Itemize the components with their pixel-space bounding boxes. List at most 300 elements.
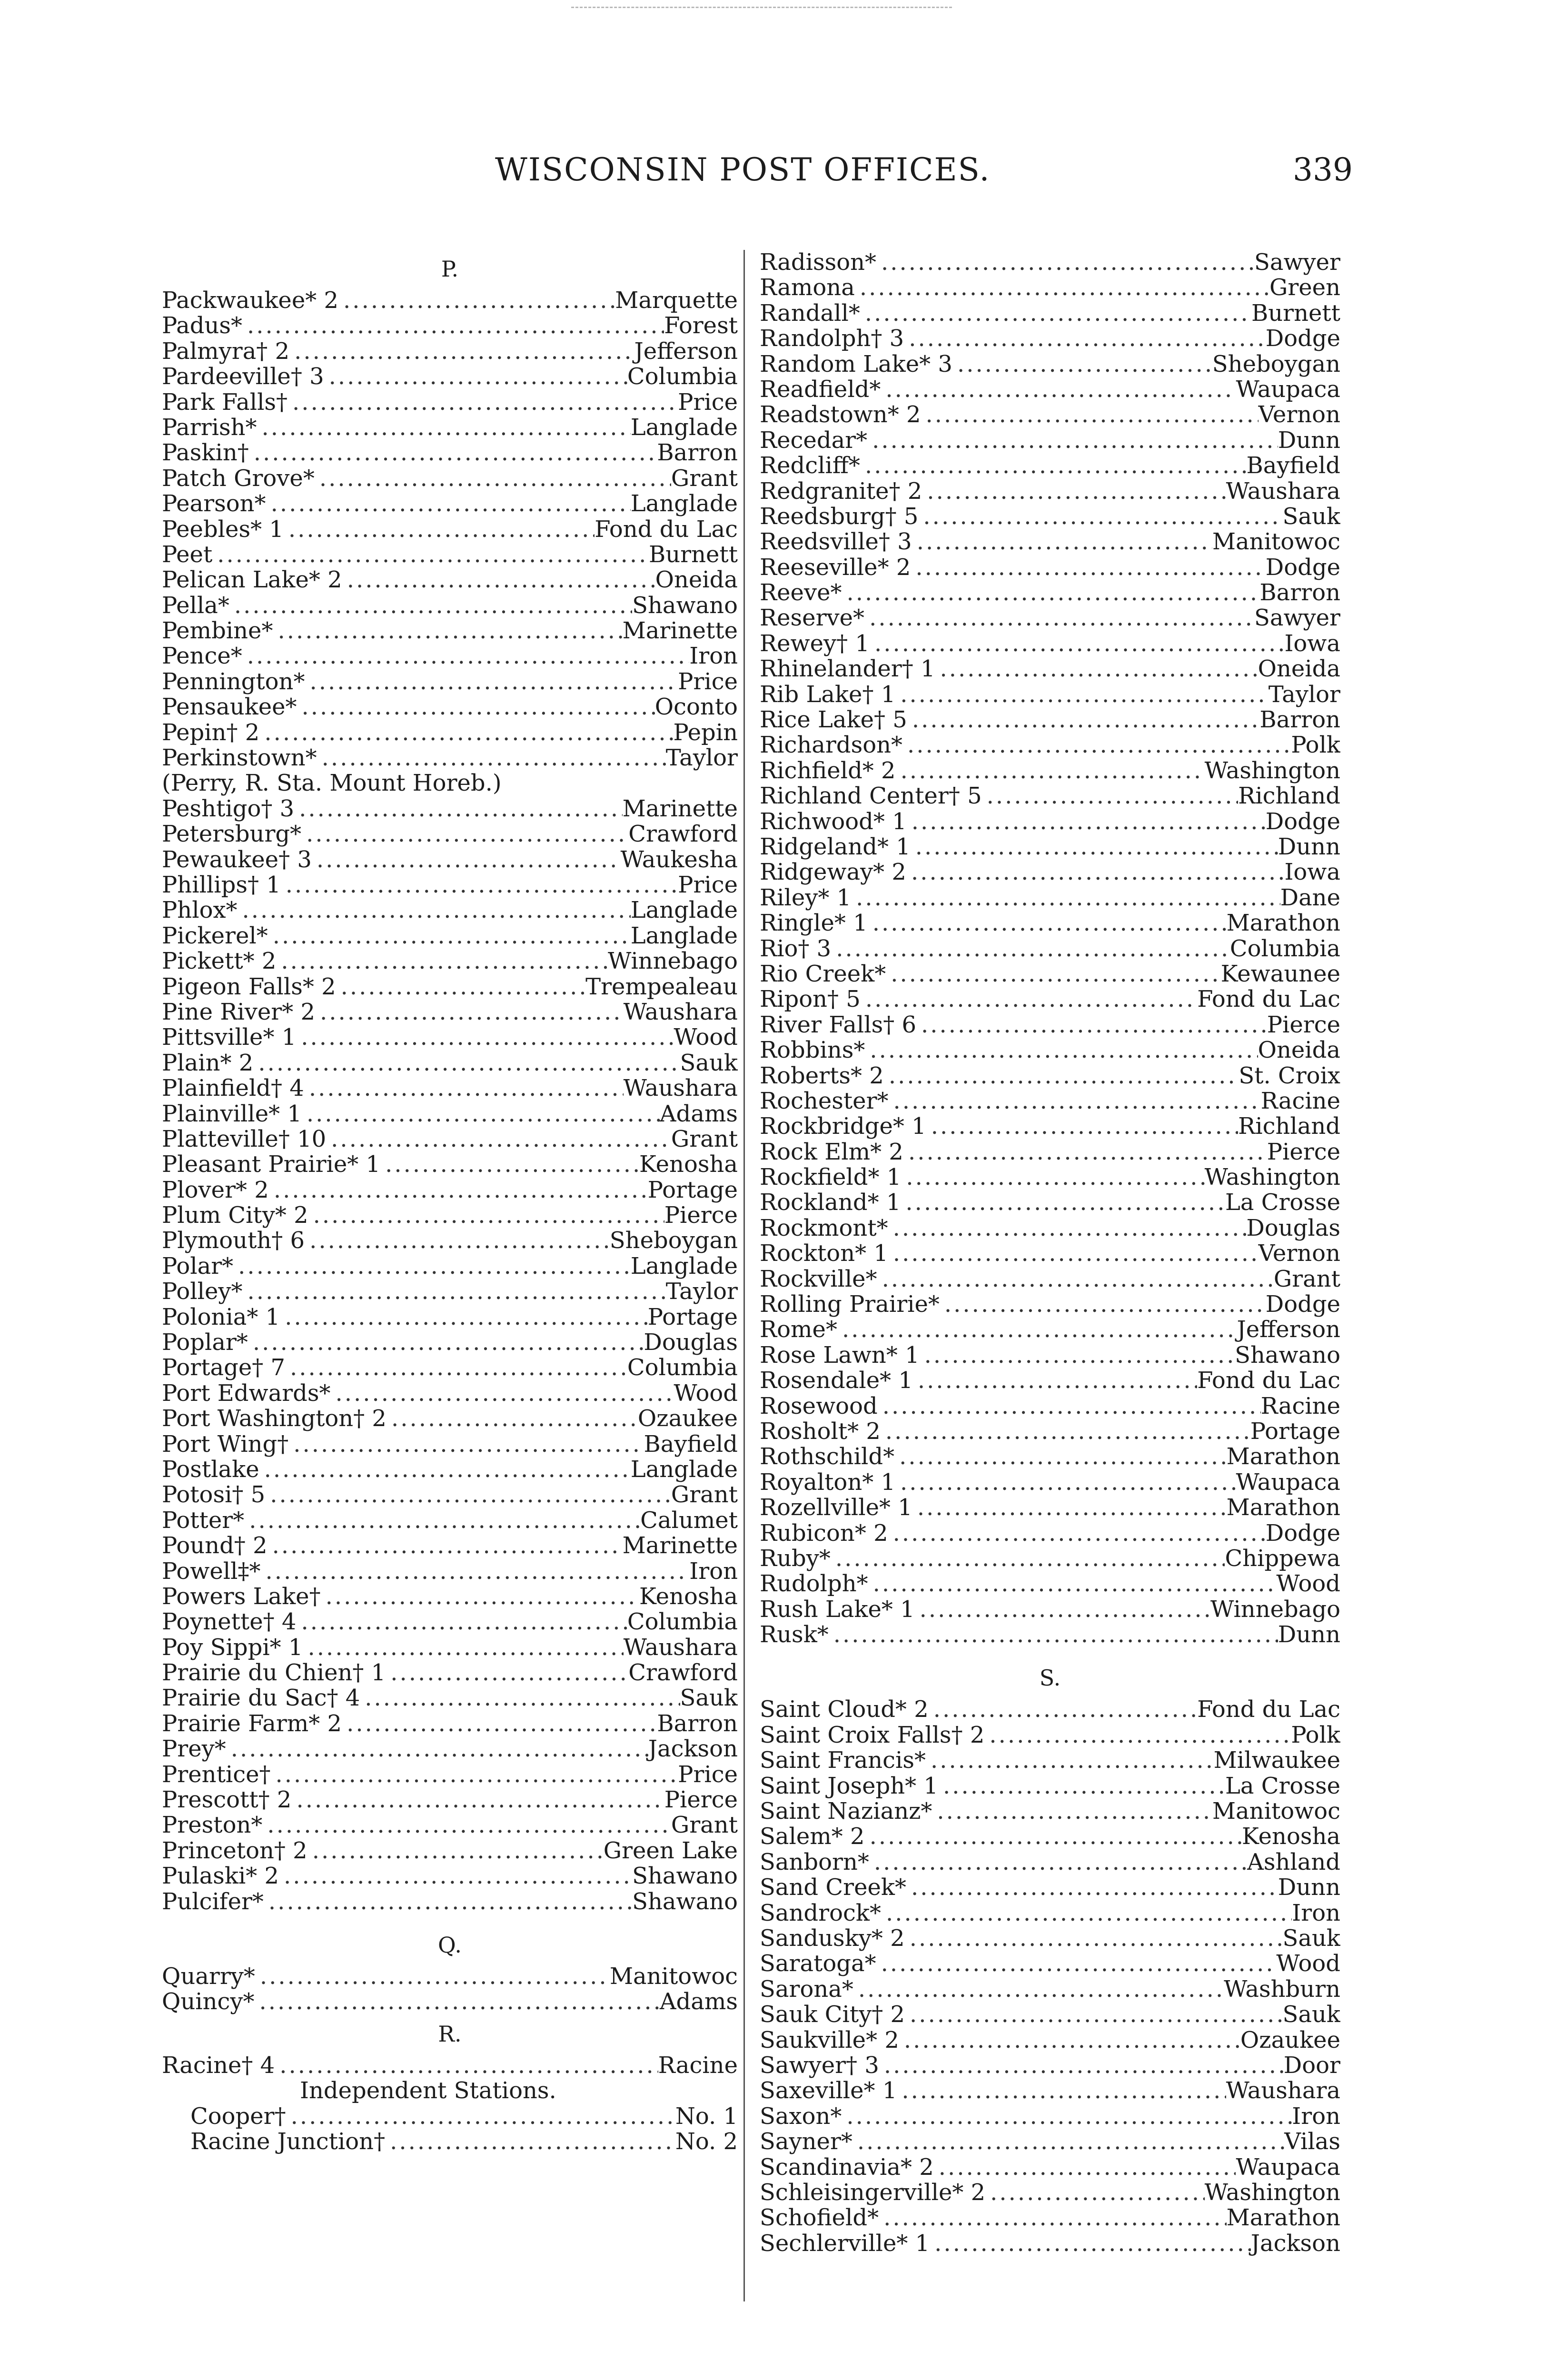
county-name: Grant	[671, 1482, 738, 1508]
leader-dots	[380, 1152, 639, 1177]
leader-dots	[913, 1368, 1197, 1393]
list-item	[760, 783, 1340, 809]
leader-dots	[301, 822, 628, 847]
leader-dots	[897, 2078, 1226, 2103]
county-name: Dunn	[1278, 834, 1340, 860]
leader-dots	[911, 834, 1278, 860]
list-item	[760, 1216, 1340, 1241]
office-name: Rusk*	[760, 1622, 829, 1648]
office-name: Poplar*	[162, 1330, 248, 1356]
county-name: Waukesha	[620, 847, 738, 873]
county-name: Polk	[1291, 733, 1340, 758]
office-name: Preston*	[162, 1813, 263, 1838]
list-item	[760, 1292, 1340, 1317]
county-name: Green Lake	[603, 1838, 738, 1864]
office-name: Pound† 2	[162, 1533, 268, 1559]
list-item	[760, 631, 1340, 656]
leader-dots	[233, 1254, 631, 1279]
list-item	[162, 364, 738, 389]
leader-dots	[842, 580, 1259, 605]
section-p-list	[162, 288, 738, 771]
list-item	[760, 1622, 1340, 1647]
office-name: Plum City* 2	[162, 1203, 308, 1229]
county-name: Taylor	[1268, 682, 1340, 708]
county-name: Dodge	[1265, 326, 1340, 352]
office-name: Scandinavia* 2	[760, 2154, 934, 2180]
leader-dots	[253, 1051, 680, 1076]
list-item	[760, 326, 1340, 351]
office-name: Rio Creek*	[760, 961, 886, 987]
office-name: Rochester*	[760, 1088, 889, 1114]
right-column	[760, 250, 1340, 2256]
office-name: Prey*	[162, 1736, 226, 1762]
list-item	[162, 1406, 738, 1431]
county-name: Jefferson	[634, 338, 738, 365]
list-item	[760, 758, 1340, 783]
list-item	[162, 1127, 738, 1152]
county-name: Jackson	[648, 1736, 738, 1762]
leader-dots	[249, 440, 657, 466]
county-name: Grant	[671, 1813, 738, 1838]
county-name: Columbia	[627, 364, 738, 390]
county-name: Langlade	[630, 1253, 738, 1279]
leader-dots	[926, 1748, 1214, 1773]
office-name: Richardson*	[760, 733, 903, 758]
county-name: La Crosse	[1225, 1773, 1340, 1799]
county-name: Kenosha	[1242, 1824, 1340, 1850]
county-name: Waushara	[623, 999, 738, 1025]
leader-dots	[273, 618, 622, 644]
office-name: Pardeeville† 3	[162, 364, 324, 390]
county-name: Ashland	[1247, 1849, 1340, 1875]
leader-dots	[324, 364, 627, 389]
leader-dots	[851, 885, 1280, 911]
leader-dots	[287, 390, 678, 415]
leader-dots	[280, 1305, 648, 1330]
list-item	[162, 1432, 738, 1457]
county-name: Douglas	[644, 1330, 738, 1356]
office-name: Pepin† 2	[162, 720, 260, 746]
county-name: Langlade	[630, 923, 738, 949]
office-name: Reserve*	[760, 605, 865, 631]
leader-dots	[870, 631, 1284, 656]
office-name: Poynette† 4	[162, 1609, 297, 1635]
list-item	[162, 1076, 738, 1101]
office-name: Sechlerville* 1	[760, 2231, 930, 2257]
list-item	[760, 555, 1340, 580]
leader-dots	[342, 1711, 657, 1736]
office-name: Pulcifer*	[162, 1889, 264, 1914]
office-name: Ridgeland* 1	[760, 834, 911, 860]
leader-dots	[902, 733, 1291, 758]
office-name: Polonia* 1	[162, 1304, 280, 1330]
office-name: Paskin†	[162, 440, 249, 466]
office-name: Reedsburg† 5	[760, 504, 919, 530]
page-number: 339	[1293, 151, 1353, 188]
county-name: Waupaca	[1236, 2154, 1340, 2180]
county-name: Dunn	[1278, 1875, 1340, 1901]
county-name: Sawyer	[1254, 605, 1340, 631]
county-name: Dodge	[1265, 555, 1340, 581]
county-name: Waushara	[623, 1635, 738, 1661]
county-name: Manitowoc	[1212, 529, 1340, 555]
list-item	[760, 1444, 1340, 1469]
leader-dots	[916, 1012, 1267, 1038]
county-name: Iron	[1292, 1900, 1340, 1926]
leader-dots	[888, 1216, 1247, 1241]
leader-dots	[860, 453, 1247, 478]
leader-dots	[315, 466, 671, 491]
leader-dots	[867, 428, 1278, 453]
list-item	[760, 1901, 1340, 1926]
county-name: Oneida	[655, 567, 738, 593]
list-item	[760, 656, 1340, 682]
office-name: Rhinelander† 1	[760, 656, 935, 682]
office-name: Potosi† 5	[162, 1482, 266, 1508]
leader-dots	[922, 479, 1226, 504]
leader-dots	[331, 1381, 674, 1406]
leader-dots	[895, 1470, 1236, 1495]
list-item	[162, 1964, 738, 1989]
list-item	[760, 834, 1340, 860]
leader-dots	[336, 974, 585, 1000]
leader-dots	[279, 1864, 632, 1889]
list-item	[760, 2231, 1340, 2256]
list-item	[760, 1140, 1340, 1165]
leader-dots	[905, 2002, 1282, 2027]
list-item	[162, 1203, 738, 1228]
leader-dots	[912, 529, 1212, 555]
list-item	[162, 1025, 738, 1050]
county-name: Washington	[1204, 1165, 1340, 1190]
page-header-title: WISCONSIN POST OFFICES.	[495, 151, 991, 188]
list-item	[760, 250, 1340, 275]
leader-dots	[285, 1355, 627, 1380]
office-name: Riley* 1	[760, 885, 852, 911]
county-name: Pierce	[664, 1203, 738, 1229]
county-name: Waupaca	[1236, 1469, 1340, 1496]
leader-dots	[888, 1241, 1259, 1266]
county-name: Pepin	[673, 720, 738, 746]
office-name: Sandusky* 2	[760, 1926, 905, 1952]
office-name: Sawyer† 3	[760, 2053, 879, 2079]
list-item	[760, 479, 1340, 504]
leader-dots	[829, 1622, 1278, 1647]
section-heading-s: S.	[1039, 1665, 1061, 1691]
list-item	[760, 962, 1340, 987]
office-name: Rib Lake† 1	[760, 682, 896, 708]
county-name: Sheboygan	[1212, 351, 1340, 377]
county-name: Shawano	[632, 593, 738, 619]
list-item	[162, 1508, 738, 1533]
leader-dots	[881, 1901, 1292, 1926]
leader-dots	[876, 1951, 1277, 1976]
leader-dots	[921, 402, 1259, 427]
list-item	[760, 911, 1340, 936]
office-name: Saint Nazianz*	[760, 1799, 932, 1825]
leader-dots	[905, 1926, 1283, 1951]
list-item	[760, 1368, 1340, 1393]
list-item	[760, 1951, 1340, 1976]
list-item	[162, 694, 738, 720]
office-name: Pennington*	[162, 669, 305, 695]
office-name: Rush Lake* 1	[760, 1597, 915, 1623]
office-name: Prairie du Chien† 1	[162, 1660, 386, 1686]
county-name: Ozaukee	[637, 1406, 738, 1432]
list-item	[760, 733, 1340, 758]
county-name: Sawyer	[1254, 250, 1340, 276]
list-item	[760, 1343, 1340, 1368]
office-name: Sarona*	[760, 1976, 853, 2003]
county-name: Grant	[671, 1126, 738, 1152]
county-name: Bayfield	[1246, 453, 1340, 479]
leader-dots	[899, 2028, 1240, 2053]
county-name: Columbia	[1229, 936, 1340, 962]
list-item	[760, 2104, 1340, 2129]
county-name: Portage	[647, 1177, 738, 1203]
office-name: Sauk City† 2	[760, 2002, 905, 2028]
leader-dots	[315, 1000, 624, 1025]
leader-dots	[906, 860, 1284, 885]
office-name: Pulaski* 2	[162, 1864, 279, 1889]
office-name: Richwood* 1	[760, 809, 907, 834]
office-name: Pittsville* 1	[162, 1025, 297, 1051]
list-item	[162, 1889, 738, 1914]
list-item	[760, 1317, 1340, 1342]
county-name: Langlade	[630, 491, 738, 517]
list-item	[162, 1279, 738, 1304]
county-name: Iron	[1292, 2103, 1340, 2130]
leader-dots	[861, 987, 1197, 1012]
county-name: Calumet	[640, 1507, 738, 1534]
list-item	[760, 1165, 1340, 1190]
list-item	[162, 390, 738, 415]
office-name: Prescott† 2	[162, 1787, 292, 1813]
office-name: Powell‡*	[162, 1558, 261, 1584]
office-name: Pleasant Prairie* 1	[162, 1152, 381, 1178]
county-name: Dane	[1280, 885, 1340, 911]
office-name: Rose Lawn* 1	[760, 1342, 920, 1368]
leader-dots	[229, 593, 632, 618]
list-item	[162, 949, 738, 974]
office-name: Schofield*	[760, 2205, 879, 2231]
list-item	[162, 1864, 738, 1889]
section-heading-p: P.	[441, 256, 459, 282]
leader-dots	[865, 1824, 1242, 1849]
office-name: Saint Croix Falls† 2	[760, 1722, 985, 1748]
county-name: Price	[678, 389, 738, 415]
office-name: Rudolph*	[760, 1571, 868, 1597]
leader-dots	[935, 656, 1258, 682]
office-name: Saxeville* 1	[760, 2078, 897, 2104]
leader-dots	[305, 669, 678, 694]
leader-dots	[876, 250, 1254, 275]
leader-dots	[904, 326, 1266, 351]
list-item	[760, 1394, 1340, 1419]
office-name: Saint Joseph* 1	[760, 1773, 938, 1799]
office-name: Sand Creek*	[760, 1875, 906, 1901]
leader-dots	[864, 605, 1254, 631]
list-item	[162, 593, 738, 618]
office-name: Rock Elm* 2	[760, 1139, 903, 1165]
office-name: Rio† 3	[760, 936, 832, 962]
list-item	[162, 567, 738, 593]
column-divider	[743, 250, 745, 2301]
leader-dots	[264, 1889, 632, 1914]
leader-dots	[879, 2205, 1227, 2231]
office-name: Ramona	[760, 275, 855, 301]
leader-dots	[296, 1025, 674, 1050]
office-name: Prentice†	[162, 1762, 271, 1788]
office-name: Readfield*	[760, 377, 881, 403]
office-name: Rockland* 1	[760, 1190, 901, 1216]
office-name: Rosewood	[760, 1393, 878, 1419]
leader-dots	[260, 1559, 689, 1584]
list-item	[760, 605, 1340, 631]
leader-dots	[271, 1762, 678, 1787]
leader-dots	[338, 288, 615, 313]
list-item	[760, 885, 1340, 911]
county-name: Sheboygan	[609, 1228, 738, 1254]
list-item	[760, 275, 1340, 300]
office-name: Sanborn*	[760, 1849, 869, 1875]
office-name: Rockville*	[760, 1266, 877, 1292]
list-item	[162, 847, 738, 873]
leader-dots	[242, 644, 690, 669]
leader-dots	[268, 1533, 623, 1558]
office-name: Postlake	[162, 1457, 259, 1483]
county-name: Vilas	[1284, 2129, 1340, 2155]
stations-list	[162, 2104, 738, 2155]
office-name: Phillips† 1	[162, 872, 281, 898]
leader-dots	[291, 1787, 664, 1813]
county-name: Fond du Lac	[1197, 1697, 1340, 1723]
county-name: La Crosse	[1225, 1190, 1340, 1216]
county-name: Price	[678, 669, 738, 695]
list-item	[162, 1762, 738, 1787]
list-item	[760, 580, 1340, 605]
list-item	[760, 1038, 1340, 1063]
leader-dots	[212, 542, 649, 567]
county-name: Wood	[674, 1025, 738, 1051]
county-name: Polk	[1291, 1722, 1340, 1748]
list-item	[162, 796, 738, 822]
county-name: Marinette	[622, 1533, 738, 1559]
office-name: Parrish*	[162, 415, 257, 441]
county-name: Douglas	[1246, 1215, 1340, 1241]
county-name: Forest	[664, 313, 738, 339]
office-name: Salem* 2	[760, 1824, 865, 1850]
list-item	[162, 2053, 738, 2078]
county-name: Kewaunee	[1220, 961, 1340, 987]
list-item	[760, 1419, 1340, 1444]
county-name: Barron	[1259, 707, 1340, 733]
leader-dots	[289, 339, 634, 364]
office-name: Sayner*	[760, 2129, 852, 2155]
leader-dots	[317, 745, 666, 771]
office-name: Prairie du Sac† 4	[162, 1686, 360, 1711]
leader-dots	[259, 1457, 631, 1482]
office-name: Padus*	[162, 313, 243, 339]
cross-reference-note: (Perry, R. Sta. Mount Horeb.)	[162, 770, 502, 797]
list-item	[162, 923, 738, 949]
leader-dots	[284, 517, 595, 542]
county-name: Pierce	[1267, 1012, 1340, 1038]
county-name: Barron	[657, 440, 738, 466]
leader-dots	[926, 1114, 1238, 1139]
county-name: Waushara	[1226, 2078, 1340, 2104]
leader-dots	[877, 1267, 1274, 1292]
leader-dots	[982, 783, 1238, 809]
office-name: Powers Lake†	[162, 1584, 321, 1610]
list-item	[760, 2205, 1340, 2231]
list-item	[190, 2129, 738, 2154]
list-item	[760, 1824, 1340, 1849]
office-name: Reedsville† 3	[760, 529, 912, 555]
leader-dots	[915, 1597, 1210, 1622]
office-name: Roberts* 2	[760, 1063, 884, 1089]
leader-dots	[242, 313, 664, 338]
list-item	[760, 1546, 1340, 1571]
leader-dots	[831, 936, 1230, 962]
leader-dots	[386, 1660, 628, 1686]
county-name: Langlade	[630, 415, 738, 441]
office-name: Reeseville* 2	[760, 555, 911, 581]
leader-dots	[286, 2104, 675, 2129]
leader-dots	[903, 1140, 1267, 1165]
office-name: River Falls† 6	[760, 1012, 917, 1038]
office-name: Royalton* 1	[760, 1469, 896, 1496]
county-name: Racine	[1260, 1088, 1340, 1114]
county-name: Sauk	[1282, 504, 1340, 530]
list-item	[162, 1838, 738, 1864]
county-name: Crawford	[628, 1660, 738, 1686]
leader-dots	[940, 1292, 1266, 1317]
list-item	[760, 1597, 1340, 1622]
office-name: Ringle* 1	[760, 911, 868, 936]
office-name: Pewaukee† 3	[162, 847, 312, 873]
list-item	[760, 707, 1340, 733]
county-name: Oneida	[1258, 656, 1340, 682]
county-name: Richland	[1238, 783, 1340, 809]
list-item	[162, 1051, 738, 1076]
leader-dots	[312, 847, 621, 873]
independent-stations-subheading: Independent Stations.	[300, 2077, 556, 2104]
leader-dots	[886, 962, 1220, 987]
office-name: Polar*	[162, 1253, 234, 1279]
leader-dots	[265, 1482, 671, 1507]
list-item	[162, 1254, 738, 1279]
list-item	[162, 517, 738, 542]
section-q-list	[162, 1964, 738, 2015]
county-name: Columbia	[627, 1355, 738, 1381]
leader-dots	[869, 1850, 1247, 1875]
office-name: Racine Junction†	[190, 2129, 386, 2155]
office-name: Rozellville* 1	[760, 1495, 912, 1521]
list-item	[162, 542, 738, 567]
county-name: Washington	[1204, 2180, 1340, 2206]
county-name: Sauk	[680, 1050, 738, 1076]
list-item	[760, 352, 1340, 377]
leader-dots	[255, 1989, 660, 2014]
list-item	[760, 1850, 1340, 1875]
list-item	[760, 1697, 1340, 1722]
leader-dots	[865, 1038, 1258, 1063]
office-name: Rosendale* 1	[760, 1368, 913, 1394]
county-name: Trempealeau	[585, 974, 738, 1000]
leader-dots	[275, 2053, 658, 2078]
office-name: Quarry*	[162, 1964, 255, 1990]
